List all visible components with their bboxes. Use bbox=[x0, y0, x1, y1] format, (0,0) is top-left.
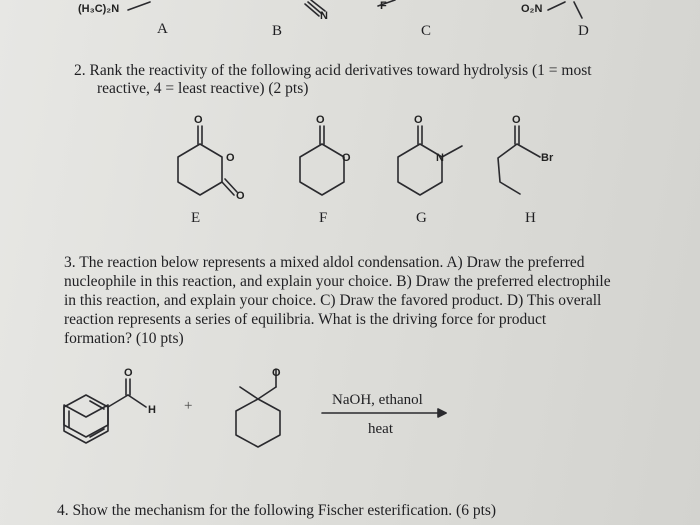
q2-structures bbox=[0, 112, 700, 232]
e-carbonyl-o: O bbox=[194, 114, 203, 126]
q2-prompt-line1: 2. Rank the reactivity of the following acid derivatives toward hydrolysis (1 = most bbox=[74, 62, 592, 79]
label-b: B bbox=[272, 23, 283, 39]
benzaldehyde-structure bbox=[64, 379, 146, 443]
e-ring-o: O bbox=[226, 152, 235, 164]
q2-prompt-line2: reactive, 4 = least reactive) (2 pts) bbox=[97, 80, 309, 97]
fluoro-label: F bbox=[380, 0, 387, 12]
label-h: H bbox=[525, 210, 536, 226]
plus-sign: + bbox=[184, 398, 193, 414]
f-carbonyl-o: O bbox=[316, 114, 325, 126]
benzaldehyde-aldehyde-h: H bbox=[148, 404, 156, 416]
label-a: A bbox=[157, 21, 168, 37]
reagent-heat: heat bbox=[368, 421, 393, 437]
structure-h bbox=[498, 126, 540, 194]
benzaldehyde-carbonyl-o: O bbox=[124, 367, 133, 379]
reaction-arrowhead bbox=[438, 409, 446, 417]
h-bromine: Br bbox=[541, 152, 554, 164]
top-row-structures bbox=[0, 0, 700, 40]
nitrile-n-label: N bbox=[320, 10, 328, 22]
label-g: G bbox=[416, 210, 427, 226]
q4-prompt: 4. Show the mechanism for the following Fischer esterification. (6 pts) bbox=[57, 502, 497, 519]
q3-prompt-line1: 3. The reaction below represents a mixed aldol condensation. A) Draw the preferred bbox=[64, 254, 585, 271]
label-c: C bbox=[421, 23, 432, 39]
dimethylamino-group-label: (H₃C)₂N bbox=[78, 3, 120, 15]
e-carbonyl2-o: O bbox=[236, 190, 245, 202]
nitro-group-label: O₂N bbox=[521, 3, 543, 15]
h-carbonyl-o: O bbox=[512, 114, 521, 126]
cyclohexyl-methyl-ketone-structure bbox=[236, 369, 280, 447]
ketone-carbonyl-o: O bbox=[272, 367, 281, 379]
structure-f bbox=[300, 126, 344, 195]
q3-prompt-line5: formation? (10 pts) bbox=[64, 330, 184, 347]
label-d: D bbox=[578, 23, 589, 39]
q3-prompt-line2: nucleophile in this reaction, and explain your choice. B) Draw the preferred electrophile bbox=[64, 273, 611, 290]
label-e: E bbox=[191, 210, 201, 226]
q3-prompt-line4: reaction represents a series of equilibria. What is the driving force for product bbox=[64, 311, 547, 328]
reagent-naoh-ethanol: NaOH, ethanol bbox=[332, 392, 423, 408]
f-ring-o: O bbox=[342, 152, 351, 164]
g-carbonyl-o: O bbox=[414, 114, 423, 126]
q3-prompt-line3: in this reaction, and explain your choice. C) Draw the favored product. D) This overall bbox=[64, 292, 602, 309]
g-ring-n: N bbox=[436, 152, 444, 164]
structure-g bbox=[398, 126, 462, 195]
label-f: F bbox=[319, 210, 328, 226]
q3-reaction-scheme bbox=[0, 365, 700, 475]
